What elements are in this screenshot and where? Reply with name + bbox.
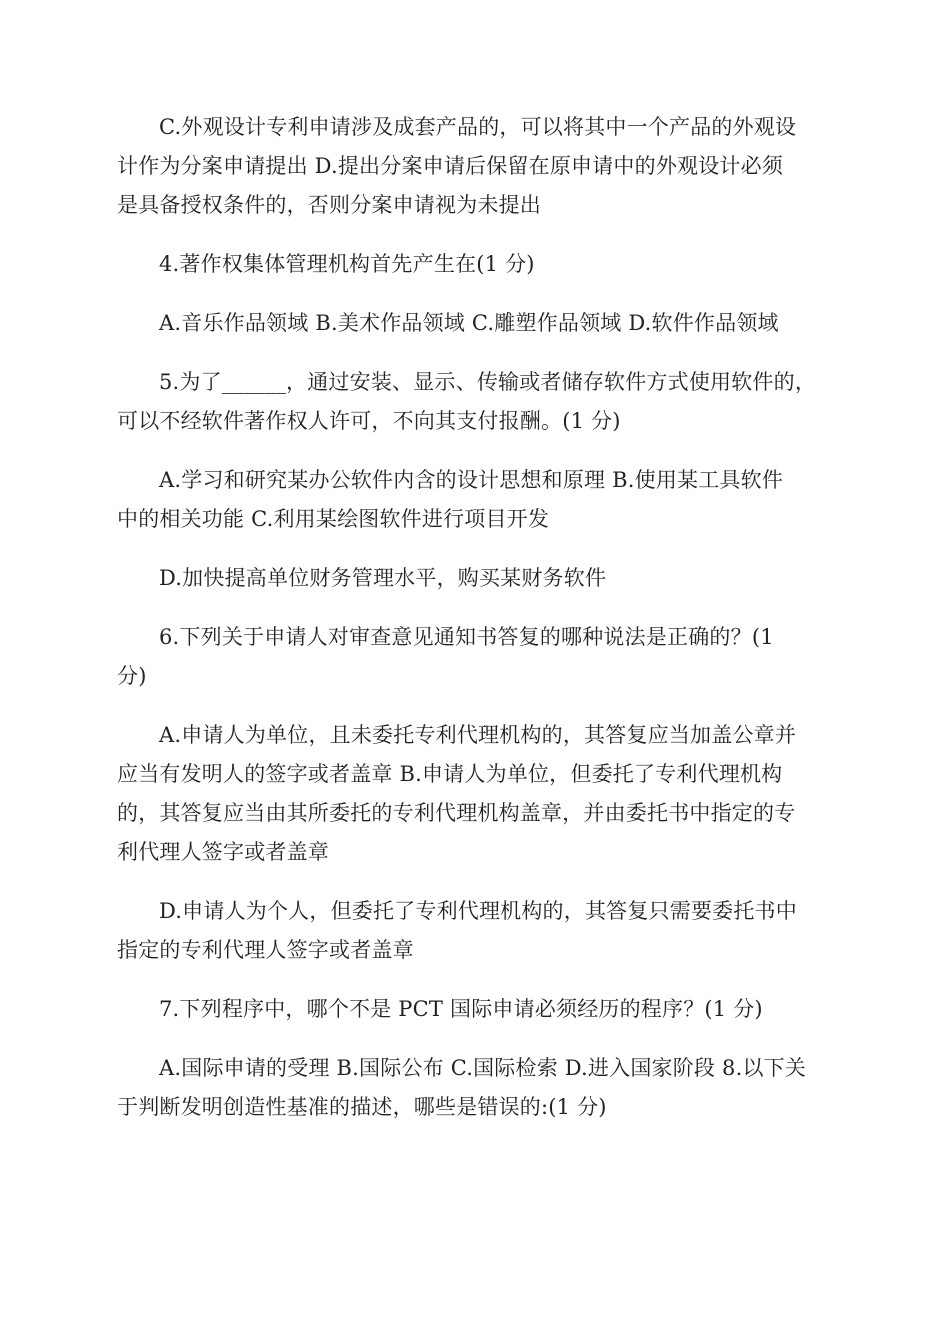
question-7-options-and-question-8 bbox=[117, 1049, 837, 1127]
text-line: 于判断发明创造性基准的描述，哪些是错误的:(1 分) bbox=[117, 1095, 607, 1119]
text-line: 中的相关功能 C.利用某绘图软件进行项目开发 bbox=[117, 507, 550, 531]
text-line: 应当有发明人的签字或者盖章 B.申请人为单位，但委托了专利代理机构 bbox=[117, 762, 783, 786]
text-line: C.外观设计专利申请涉及成套产品的，可以将其中一个产品的外观设 bbox=[159, 115, 797, 139]
text-line: 计作为分案申请提出 D.提出分案申请后保留在原申请中的外观设计必须 bbox=[117, 154, 784, 178]
text-line: 4.著作权集体管理机构首先产生在(1 分) bbox=[159, 252, 535, 276]
question-4-options bbox=[117, 304, 837, 343]
text-line: 可以不经软件著作权人许可，不向其支付报酬。(1 分) bbox=[117, 409, 621, 433]
question-5 bbox=[117, 363, 837, 441]
question-4 bbox=[117, 245, 837, 284]
question-7 bbox=[117, 990, 837, 1029]
text-line: 利代理人签字或者盖章 bbox=[117, 840, 329, 864]
text-line: 6.下列关于申请人对审查意见通知书答复的哪种说法是正确的？(1 bbox=[159, 625, 774, 649]
text-line: 是具备授权条件的，否则分案申请视为未提出 bbox=[117, 193, 541, 217]
question-6-options-ab bbox=[117, 716, 837, 872]
text-line: A.学习和研究某办公软件内含的设计思想和原理 B.使用某工具软件 bbox=[159, 468, 784, 492]
question-5-options-abc bbox=[117, 461, 837, 539]
document-page bbox=[117, 108, 837, 1147]
question-5-option-d bbox=[117, 559, 837, 598]
text-line: 5.为了______，通过安装、显示、传输或者储存软件方式使用软件的， bbox=[159, 370, 817, 394]
text-line: 的，其答复应当由其所委托的专利代理机构盖章，并由委托书中指定的专 bbox=[117, 801, 796, 825]
text-line: 分) bbox=[117, 664, 147, 688]
text-line: 指定的专利代理人签字或者盖章 bbox=[117, 938, 414, 962]
question-6-option-d bbox=[117, 892, 837, 970]
text-line: A.音乐作品领域 B.美术作品领域 C.雕塑作品领域 D.软件作品领域 bbox=[159, 311, 779, 335]
question-6 bbox=[117, 618, 837, 696]
text-line: A.申请人为单位，且未委托专利代理机构的，其答复应当加盖公章并 bbox=[159, 723, 797, 747]
text-line: D.申请人为个人，但委托了专利代理机构的，其答复只需要委托书中 bbox=[159, 899, 797, 923]
text-line: 7.下列程序中，哪个不是 PCT 国际申请必须经历的程序？(1 分) bbox=[159, 997, 763, 1021]
paragraph-design-division bbox=[117, 108, 837, 225]
text-line: A.国际申请的受理 B.国际公布 C.国际检索 D.进入国家阶段 8.以下关 bbox=[159, 1056, 807, 1080]
text-line: D.加快提高单位财务管理水平，购买某财务软件 bbox=[159, 566, 607, 590]
